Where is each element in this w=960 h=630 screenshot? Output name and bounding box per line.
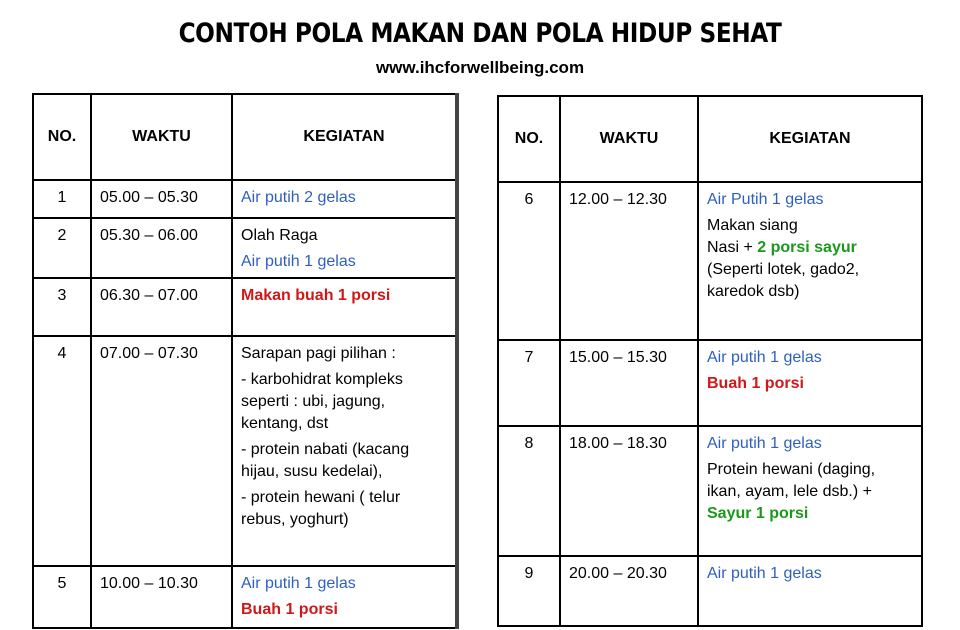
column-header-no: NO. <box>33 94 91 180</box>
row-no: 1 <box>33 180 91 218</box>
row-kegiatan <box>232 218 457 278</box>
row-kegiatan <box>698 182 922 340</box>
table-row <box>33 180 457 218</box>
row-waktu: 06.30 – 07.00 <box>91 278 232 336</box>
row-kegiatan <box>698 426 922 556</box>
table-row <box>33 218 457 278</box>
table-row <box>33 566 457 628</box>
table-row <box>498 426 922 556</box>
activity-line: Air putih 1 gelas <box>241 575 356 592</box>
row-waktu: 05.30 – 06.00 <box>91 218 232 278</box>
activity-line: Air putih 1 gelas <box>241 253 356 270</box>
activity-line: - protein nabati (kacang hijau, susu kedelai), <box>241 441 410 480</box>
column-header-waktu: WAKTU <box>91 94 232 180</box>
activity-line: - karbohidrat kompleks seperti : ubi, jagung, kentang, dst <box>241 371 403 432</box>
activity-line: Olah Raga <box>241 227 318 244</box>
activity-line: Buah 1 porsi <box>707 375 804 392</box>
row-waktu: 10.00 – 10.30 <box>91 566 232 628</box>
row-no: 6 <box>498 182 560 340</box>
row-no: 2 <box>33 218 91 278</box>
column-header-no: NO. <box>498 96 560 182</box>
row-no: 9 <box>498 556 560 626</box>
activity-line: Air Putih 1 gelas <box>707 191 824 208</box>
column-header-kegiatan: KEGIATAN <box>698 96 922 182</box>
website-url: www.ihcforwellbeing.com <box>375 58 585 77</box>
schedule-table-left <box>32 93 459 629</box>
row-no: 7 <box>498 340 560 426</box>
table-header-row <box>33 94 457 180</box>
activity-line: Makan buah 1 porsi <box>241 287 391 304</box>
row-waktu: 20.00 – 20.30 <box>560 556 698 626</box>
activity-line: Protein hewani (daging, ikan, ayam, lele dsb.) + <box>707 461 876 500</box>
row-no: 5 <box>33 566 91 628</box>
activity-line: Air putih 1 gelas <box>707 435 822 452</box>
row-no: 3 <box>33 278 91 336</box>
row-no: 4 <box>33 336 91 566</box>
row-waktu: 15.00 – 15.30 <box>560 340 698 426</box>
table-row <box>498 182 922 340</box>
table-row <box>33 336 457 566</box>
row-kegiatan <box>232 180 457 218</box>
activity-line-highlight: 2 porsi sayur <box>757 239 857 256</box>
row-waktu: 12.00 – 12.30 <box>560 182 698 340</box>
activity-line: Sarapan pagi pilihan : <box>241 345 396 362</box>
activity-line: Nasi + <box>707 239 758 256</box>
activity-line: Makan siang <box>707 217 798 234</box>
row-kegiatan <box>698 340 922 426</box>
table-row <box>33 278 457 336</box>
row-waktu: 07.00 – 07.30 <box>91 336 232 566</box>
row-waktu: 18.00 – 18.30 <box>560 426 698 556</box>
table-row <box>498 556 922 626</box>
schedule-table-right <box>497 95 923 627</box>
activity-line: Buah 1 porsi <box>241 601 338 618</box>
page-title: CONTOH POLA MAKAN DAN POLA HIDUP SEHAT <box>178 18 782 49</box>
table-header-row <box>498 96 922 182</box>
activity-line: (Seperti lotek, gado2, karedok dsb) <box>707 261 860 300</box>
column-header-kegiatan: KEGIATAN <box>232 94 457 180</box>
row-kegiatan <box>232 278 457 336</box>
column-header-waktu: WAKTU <box>560 96 698 182</box>
activity-line: Air putih 1 gelas <box>707 349 822 366</box>
activity-line: Air putih 2 gelas <box>241 189 356 206</box>
row-no: 8 <box>498 426 560 556</box>
row-waktu: 05.00 – 05.30 <box>91 180 232 218</box>
activity-line: Air putih 1 gelas <box>707 565 822 582</box>
row-kegiatan <box>232 566 457 628</box>
activity-line: - protein hewani ( telur rebus, yoghurt) <box>241 489 401 528</box>
row-kegiatan <box>698 556 922 626</box>
row-kegiatan <box>232 336 457 566</box>
table-row <box>498 340 922 426</box>
activity-line: Sayur 1 porsi <box>707 505 809 522</box>
